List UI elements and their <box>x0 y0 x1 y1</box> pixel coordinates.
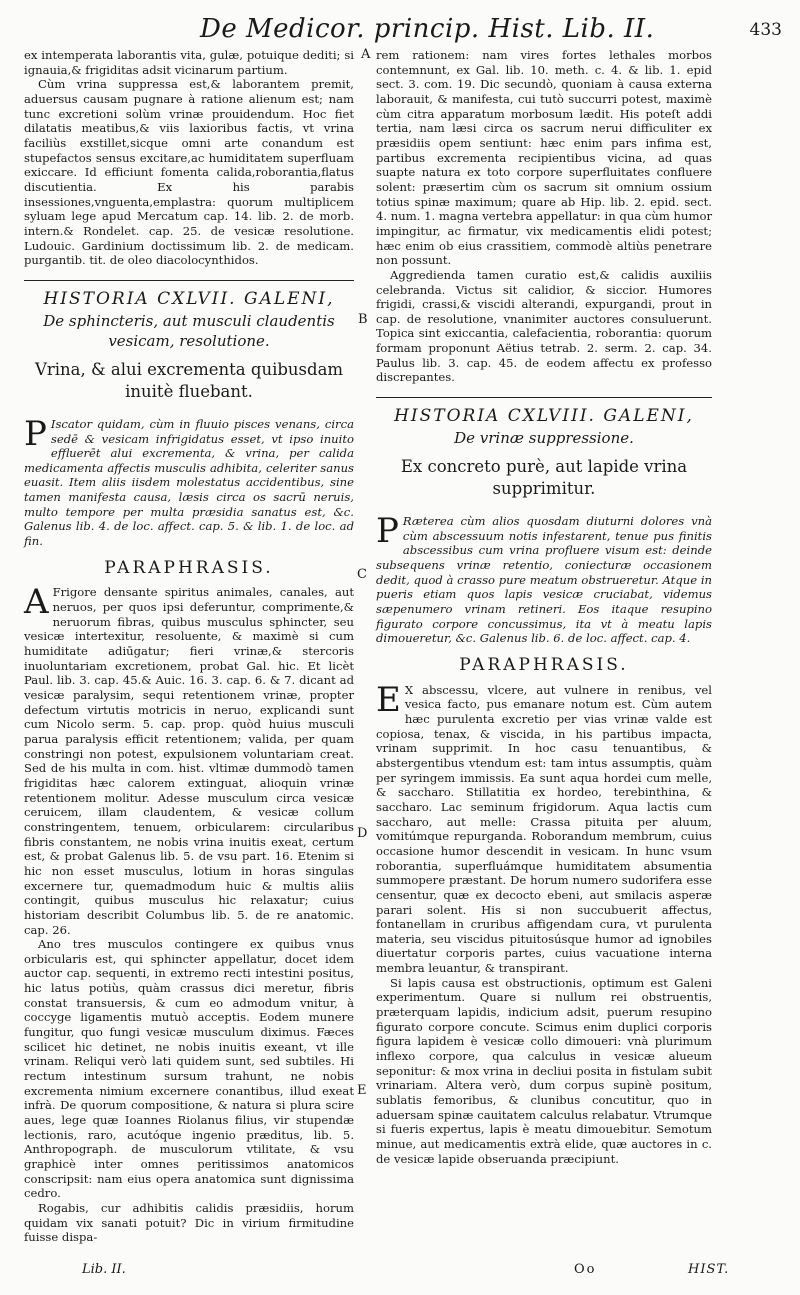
paraphrasis-heading: PARAPHRASIS. <box>459 655 629 675</box>
historia-148-case-text <box>376 511 712 646</box>
section-rule <box>376 397 712 398</box>
section-rule <box>24 280 354 281</box>
margin-letter-b: B <box>358 312 368 327</box>
drop-cap: P <box>24 413 47 454</box>
drop-cap: P <box>376 511 399 552</box>
historia-148-case-body: Ræterea cùm alios quosdam diuturni dolores vnà cùm abscessuum notis infestarent, tenue pus finitis abscessibus cum vrina profluere visum est: deinde subsequens vrinæ retentio, coniecturæ occasionem dedit, quod à crasso pure meatum obstrueretur. Atque in pueris etiam quos lapis vesicæ cruciabat, videmus sæpenumero vrinam retineri. Eos itaque resupino figurato corpore concussimus, ita vt à meatu lapis dimoueretur, &c. Galenus lib. 6. de loc. affect. cap. 4. <box>376 514 712 646</box>
historia-147-title: Vrina, & alui excrementa quibusdam inuitè fluebant. <box>34 359 344 401</box>
drop-cap: A <box>24 582 49 623</box>
left-column <box>24 48 354 1245</box>
historia-148-heading: HISTORIA CXLVIII. GALENI, <box>394 406 694 427</box>
paraphrasis-147-paragraph-3: Rogabis, cur adhibitis calidis præsidiis, horum quidam vix sanati potuit? Dic in virium firmitudine fuisse dispa- <box>24 1200 354 1245</box>
paraphrasis-148-paragraph-2: Si lapis causa est obstructionis, optimum est Galeni experimentum. Quare si nullum rei obstruentis, præterquam lapidis, indicium adsit, puerum resupino figurato corpore concute. Scimus enim duplici corporis figura lapidem è vesicæ collo dimoueri: vnà plurimum inflexo corpore, qua calculus in vesicæ alueum seponitur: & mox vrina in decliui posita in fistulam subit vrinariam. Altera verò, dum corpus supinè positum, sublatis femoribus, & clunibus concutitur, quo in aduersam spinæ cauitatem calculus relabatur. Vtrumque si fueris expertus, lapis è meatu dimouebitur. Semotum minue, aut medicamentis extrà elide, quæ auctores in c. de vesicæ lapide obseruanda præcipiunt. <box>376 975 712 1166</box>
page-number: 433 <box>749 20 782 40</box>
right-intro-paragraph: rem rationem: nam vires fortes lethales morbos contemnunt, ex Gal. lib. 10. meth. c. 4. & lib. 1. epid sect. 3. com. 19. Dic secundò, quoniam à causa externa laborauit, & manifesta, cui tutò succurri potest, maximè cùm citra apparatum morbosum lædit. His poteſt addi tertia, nam læsi circa os sacrum nerui difficuliter ex præsidiis opem sentiunt: hæc enim pars infima est, partibus excrementa recipientibus vicina, ad quas suapte natura ex toto corpore superfluitates confluere solent: præsertim cùm os sacrum sit omnium ossium totius spinæ maximum; quare ab Hip. lib. 2. epid. sect. 4. num. 1. magna vertebra appellatur: in qua cùm humor impingitur, ac firmatur, vix medicamentis elidi potest; hæc enim ob eius crassitiem, commodè altiùs penetrare non possunt. <box>376 48 712 268</box>
margin-letter-c: C <box>357 567 367 582</box>
margin-letter-d: D <box>357 826 368 841</box>
historia-147-subject: De sphincteris, aut musculi claudentis vesicam, resolutione. <box>43 311 335 350</box>
paraphrasis-heading: PARAPHRASIS. <box>104 557 274 578</box>
historia-147-heading: HISTORIA CXLVII. GALENI, <box>43 288 335 309</box>
paraphrasis-148-body-1: X abscessu, vlcere, aut vulnere in renibus, vel vesica facto, pus emanare notum est. Cùm autem hæc purulenta excretio per vias vrinæ valde est copiosa, tenax, & viscida, in his partibus impacta, vrinam supprimit. In hoc casu tenuantibus, & abstergentibus vtendum est: tam intus assumptis, quàm per syringem immissis. Ea sunt aqua hordei cum melle, & saccharo. Stillatitia ex hordeo, terebinthina, & saccharo. Lac seminum frigidorum. Aqua lactis cum saccharo, aut melle: Crassa pituita per aluum, vomitúmque repurganda. Roborandum membrum, cuius occasione humor descendit in vesicam. In hunc vsum roborantia, superfluámque humiditatem absumentia summopere præstant. De horum numero sudorifera esse censentur, quæ ex decocto ebeni, aut smilacis asperæ parari solent. His si non succubuerit affectus, fontanellam in cruribus affigendam cura, vt purulenta materia, seu viscidus pituitosúsque humor ad ignobiles diuertatur corporis partes, cuius vacuatione interna membra leuantur, & transpirant. <box>376 682 712 976</box>
running-head <box>0 8 800 44</box>
signature-mark: Oo <box>574 1262 597 1277</box>
historia-148-subject: De vrinæ suppressione. <box>454 429 634 448</box>
historia-147-case-text <box>24 413 354 549</box>
page-footer <box>0 1262 800 1284</box>
paraphrasis-147-paragraph-1 <box>24 582 354 937</box>
right-cure-paragraph: Aggredienda tamen curatio est,& calidis auxiliis celebranda. Victus sit calidior, & siccior. Humores frigidi, crassi,& viscidi alterandi, expurgandi, prout in cap. de resolutione, vnanimiter auctores consuluerunt. Topica sint exiccantia, calefacientia, roborantia: quorum formam proponunt Aëtius tetrab. 2. serm. 2. cap. 34. Paulus lib. 3. cap. 45. de eodem affectu ex professo discrepantes. <box>376 267 712 385</box>
left-intro-paragraph: ex intemperata laborantis vita, gulæ, potuique dediti; si ignauia,& frigiditas adsit vicinarum partium. <box>24 48 354 77</box>
right-column <box>376 48 712 1166</box>
margin-letter-a: A <box>361 47 371 62</box>
drop-cap: E <box>376 679 401 720</box>
running-title: De Medicor. princip. Hist. Lib. II. <box>200 14 655 44</box>
paraphrasis-147-body-1: Frigore densante spiritus animales, canales, aut neruos, per quos ipsi deferuntur, comprimente,& neruorum fibras, quibus musculus sphincter, seu vesicæ intertexitur, resoluente, & maximè si cum humiditate adiūgatur; fieri vrinæ,& stercoris inuoluntariam excretionem, probat Gal. hic. Et licèt Paul. lib. 3. cap. 45.& Auic. 16. 3. cap. 6. & 7. dicant ad vesicæ paralysim, sequi retentionem vrinæ, propter defectum virtutis motricis in neruo, explicandi sunt cum Nicolo serm. 5. cap. prop. quòd huius musculi parua paralysis efficit retentionem; valida, per quam constringi non potest, expulsionem voluntariam creat. Sed de his multa in com. hist. vltimæ dummodò tamen frigiditas hæc calorem extinguat, alioquin vrinæ retentionem molitur. Adesse musculum circa vesicæ ceruicem, illam claudentem, & vesicæ collum constringentem, tenuem, orbicularem: circularibus fibris constantem, ne nobis vrina inuitis exeat, certum est, & probat Galenus lib. 5. de vsu part. 16. Etenim si hic non esset musculus, lotium in horas singulas excernere tur, quemadmodum huic & multis aliis contingit, quibus musculus hic relaxatur; cuius historiam describit Columbus lib. 5. de re anatomic. cap. 26. <box>24 585 354 937</box>
historia-148-title: Ex concreto purè, aut lapide vrina supprimitur. <box>400 457 688 499</box>
historia-147-case-body: Iscator quidam, cùm in fluuio pisces venans, circa sedē & vesicam infrigidatus esset, vt ipso inuito effluerēt alui excrementa, & vrina, per calida medicamenta affectis musculis adhibita, celeriter sanus euasit. Item aliis iisdem molestatus accidentibus, sine tamen manifesta causa, læsis circa os sacrū neruis, multo tempore per multa præsidia sanatus est, &c. Galenus lib. 4. de loc. affect. cap. 5. & lib. 1. de loc. ad fin. <box>24 416 354 549</box>
catchword: HIST. <box>688 1262 730 1277</box>
paraphrasis-147-paragraph-2: Ano tres musculos contingere ex quibus vnus orbicularis est, qui sphincter appellatur, docet idem auctor cap. sequenti, in extremo recti intestini positus, hic latus potiùs, quàm crassus dici meretur, fibris constat transuersis, & cum eo admodum vnitur, à coccyge ligamentis mutuò acceptis. Eodem munere fungitur, quo fungi vesicæ musculum diximus. Fæces scilicet hic detinet, ne nobis inuitis exeant, vt ille vrinam. Reliqui verò lati quidem sunt, sed subtiles. Hi rectum intestinum sursum trahunt, ne nobis excrementa nimium excernere conantibus, illud exeat infrà. De quorum compositione, & natura si plura scire aues, lege quæ Ioannes Riolanus filius, vir stupendæ lectionis, raro, acutóque ingenio præditus, lib. 5. Anthropograph. de musculorum vtilitate, & vsu graphicè inter omnes peritissimos anatomicos conscripsit: nam eius opera anatomica sunt dignissima cedro. <box>24 937 354 1201</box>
footer-book-label: Lib. II. <box>82 1262 126 1277</box>
left-cure-paragraph: Cùm vrina suppressa est,& laborantem premit, aduersus causam pugnare à ratione alienum est; nam tunc excretioni solùm vrinæ prouidendum. Hoc fiet dilatatis meatibus,& viis laxioribus factis, vt vrina faciliùs exstillet,sicque omni arte conandum est stupefactos sensus excitare,ac humiditatem superfluam exiccare. Id efficiunt fomenta calida,roborantia,flatus discutientia. Ex his parabis insessiones,vnguenta,emplastra: quorum multiplicem syluam lege apud Mercatum cap. 14. lib. 2. de morb. intern.& Rondelet. cap. 25. de vesicæ resolutione. Ludouic. Gardinium doctissimum lib. 2. de medicam. purgantib. tit. de oleo diacolocynthidos. <box>24 77 354 268</box>
paraphrasis-148-paragraph-1 <box>376 679 712 976</box>
margin-letter-e: E <box>357 1083 367 1098</box>
